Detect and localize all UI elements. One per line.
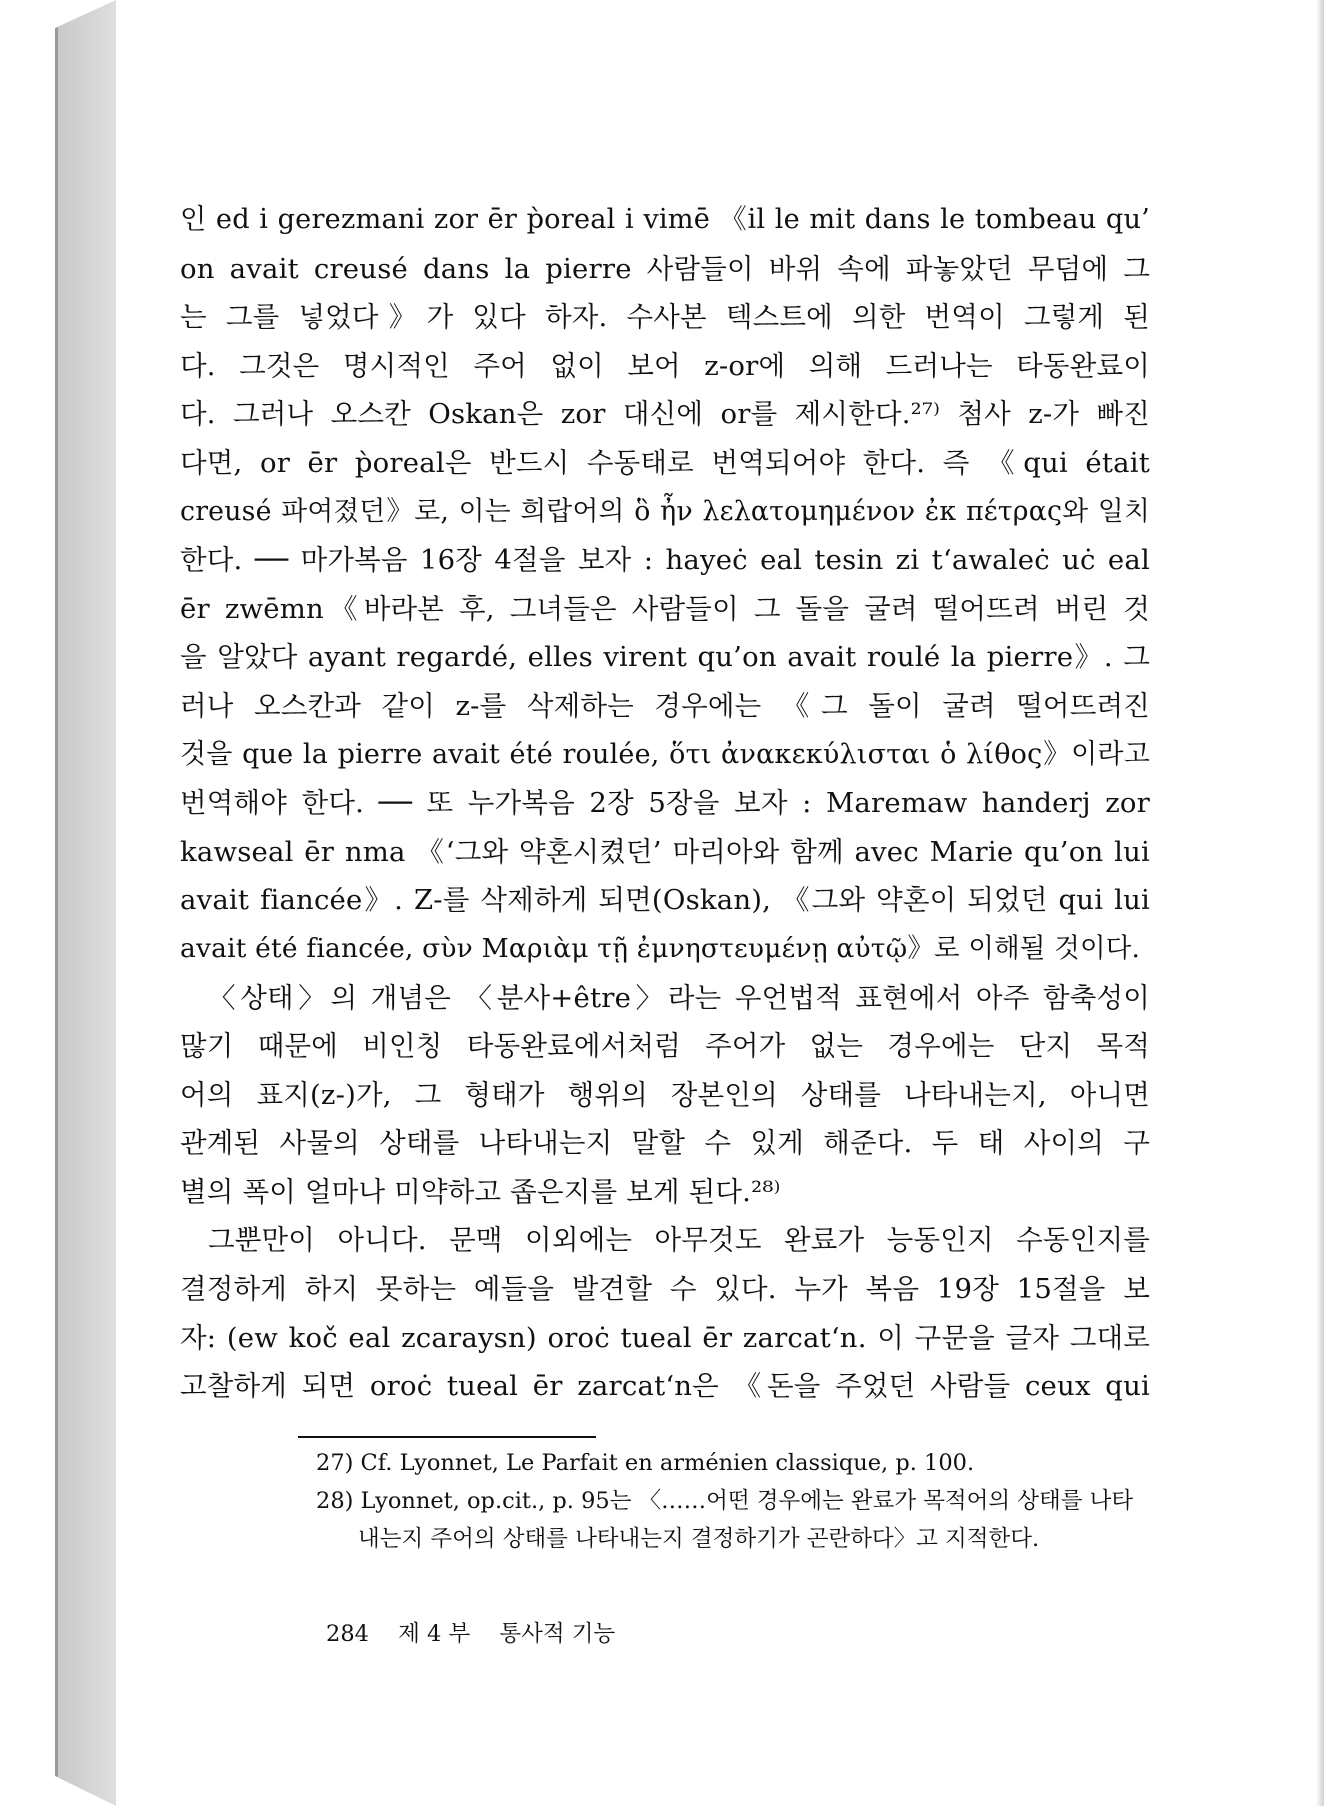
text-line: 어의 표지(z-)가, 그 형태가 행위의 장본인의 상태를 나타내는지, 아니면 [180,1078,1150,1111]
text-line: 고찰하게 되면 oroċ tueal ēr zarcat‘n은 《돈을 주었던 사람들 ceux qui [180,1370,1150,1403]
text-line: 관계된 사물의 상태를 나타내는지 말할 수 있게 해준다. 두 태 사이의 구 [180,1127,1150,1160]
text-line: avait fiancée》. Z-를 삭제하게 되면(Oskan), 《그와 약혼이 되었던 qui lui [180,884,1150,917]
text-line: 는 그를 넣었다》가 있다 하자. 수사본 텍스트에 의한 번역이 그렇게 된 [180,301,1150,334]
text-line: 다. 그러나 오스칸 Oskan은 zor 대신에 or를 제시한다.²⁷⁾ 첨사 z-가 빠진 [180,398,1150,431]
text-line: 인 ed i gerezmani zor ēr p̀oreal i vimē 《il le mit dans le tombeau qu’ [180,204,1150,235]
text-line: 다면, or ēr p̀oreal은 반드시 수동태로 번역되어야 한다. 즉 《qui était [180,446,1150,479]
text-line: 자: (ew koč eal zcaraysn) oroċ tueal ēr zarcat‘n. 이 구문을 글자 그대로 [180,1321,1150,1354]
paragraph-start: 〈상태〉의 개념은 〈분사+être〉라는 우언법적 표현에서 아주 함축성이 [208,981,1150,1014]
text-line: 러나 오스칸과 같이 z-를 삭제하는 경우에는 《그 돌이 굴려 떨어뜨려진 [180,689,1150,722]
text-line: 번역해야 한다. ── 또 누가복음 2장 5장을 보자 : Maremaw handerj zor [180,787,1150,820]
footnote-28-continued: 내는지 주어의 상태를 나타내는지 결정하기가 곤란하다〉고 지적한다. [358,1526,1040,1552]
text-line: 별의 폭이 얼마나 미약하고 좁은지를 보게 된다.²⁸⁾ [180,1175,781,1208]
text-line: 결정하게 하지 못하는 예들을 발견할 수 있다. 누가 복음 19장 15절을 보 [180,1273,1150,1306]
text-line: on avait creusé dans la pierre 사람들이 바위 속에 파놓았던 무덤에 그 [180,252,1150,285]
text-line: 을 알았다 ayant regardé, elles virent qu’on avait roulé la pierre》. 그 [180,641,1150,674]
text-line: 것을 que la pierre avait été roulée, ὅτι ἀνακεκύλισται ὁ λίθος》이라고 [180,738,1150,770]
text-line: 많기 때문에 비인칭 타동완료에서처럼 주어가 없는 경우에는 단지 목적 [180,1030,1150,1063]
text-line: creusé 파여졌던》로, 이는 희랍어의 ὃ ἦν λελατομημένον ἐκ πέτρας와 일치 [180,495,1150,527]
text-line: avait été fiancée, σὺν Μαριὰμ τῇ ἐμνηστευμένῃ αὐτῷ》로 이해될 것이다. [180,932,1141,964]
page-edge-shadow [1316,0,1324,1806]
page-number: 284 [326,1621,369,1647]
text-line: ēr zwēmn《바라본 후, 그녀들은 사람들이 그 돌을 굴려 떨어뜨려 버린 것 [180,592,1150,625]
page-footer [326,1616,637,1648]
book-spine-edge [0,0,116,1806]
footnote-28: 28) Lyonnet, op.cit., p. 95는 〈……어떤 경우에는 완료가 목적어의 상태를 나타 [316,1488,1134,1514]
body-text [180,196,1150,1411]
paragraph-start: 그뿐만이 아니다. 문맥 이외에는 아무것도 완료가 능동인지 수동인지를 [208,1224,1150,1257]
text-line: 다. 그것은 명시적인 주어 없이 보어 z-or에 의해 드러나는 타동완료이 [180,349,1150,382]
part-label: 제 4 부 [398,1621,471,1647]
text-line: 한다. ── 마가복음 16장 4절을 보자 : hayeċ eal tesin zi t‘awaleċ uċ eal [180,544,1150,577]
footnotes [316,1444,1156,1558]
footnote-27: 27) Cf. Lyonnet, Le Parfait en arménien classique, p. 100. [316,1450,975,1476]
section-title: 통사적 기능 [499,1621,616,1647]
footnote-rule [298,1436,596,1438]
text-line: kawseal ēr nma 《‘그와 약혼시켰던’ 마리아와 함께 avec Marie qu’on lui [180,835,1150,868]
